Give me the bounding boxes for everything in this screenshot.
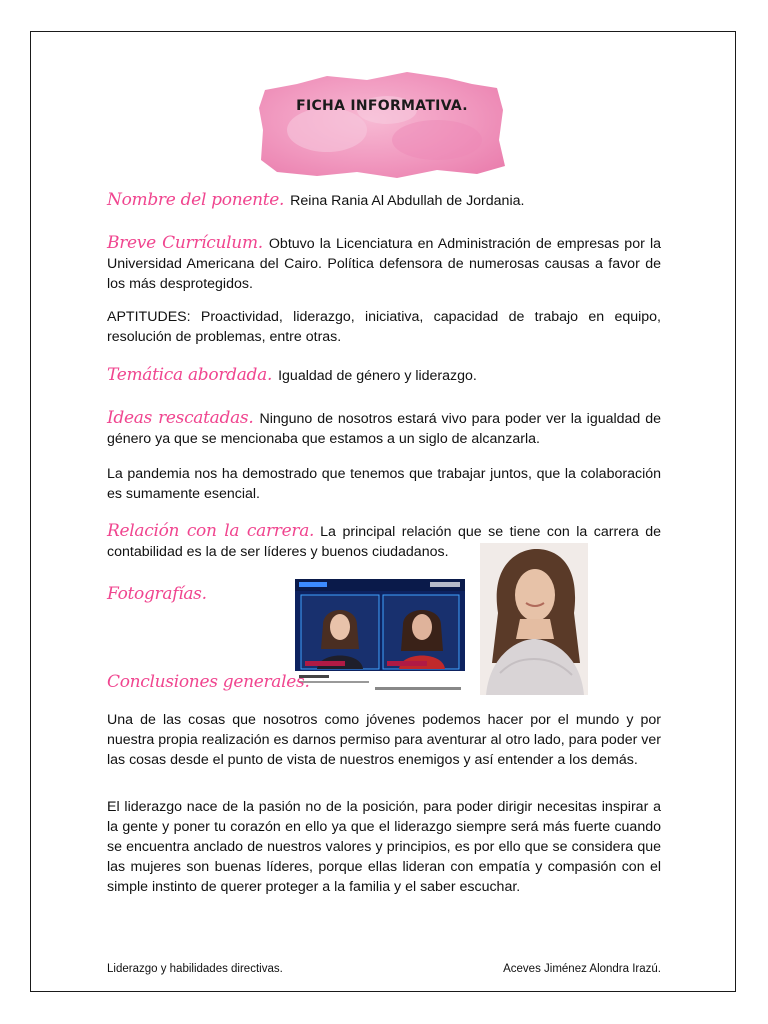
section-curriculum <box>107 233 661 294</box>
text-ideas-2: La pandemia nos ha demostrado que tenemos que trabajar juntos, que la colaboración es sumamente esencial. <box>107 466 661 502</box>
document-title: FICHA INFORMATIVA. <box>296 98 468 114</box>
portrait-photo <box>480 543 588 695</box>
label-ideas: Ideas rescatadas. <box>107 408 254 428</box>
label-conclusiones: Conclusiones generales. <box>107 672 310 692</box>
video-call-photo <box>295 579 465 695</box>
text-ideas: Ninguno de nosotros estará vivo para poder ver la igualdad de género ya que se mencionaba que estamos a un siglo de alcanzarla. <box>107 411 661 447</box>
title-banner <box>257 70 507 182</box>
text-curriculum: Obtuvo la Licenciatura en Administración de empresas por la Universidad Americana del Cairo. Política defensora de numerosas causas a favor de los más desprotegidos. <box>107 236 661 292</box>
text-conclusiones-1: Una de las cosas que nosotros como jóvenes podemos hacer por el mundo y por nuestra propia realización es darnos permiso para aventurar al otro lado, para poder ver las cosas desde el punto de vista de nuestros enemigos y así entender a los demás. <box>107 712 661 768</box>
text-conclusiones-2: El liderazgo nace de la pasión no de la posición, para poder dirigir necesitas inspirar a la gente y poner tu corazón en ello ya que el liderazgo siempre será más fuerte cuando se encuentra anclado de nuestros valores y principios, es por ello que se considera que las mujeres son buenas líderes, porque ellas lideran con empatía y compasión con el simple instinto de querer proteger a la familia y el saber escuchar. <box>107 799 661 895</box>
label-tematica: Temática abordada. <box>107 365 273 385</box>
text-tematica: Igualdad de género y liderazgo. <box>278 368 477 384</box>
text-nombre: Reina Rania Al Abdullah de Jordania. <box>290 193 525 209</box>
watercolor-banner-shape <box>257 70 507 182</box>
section-tematica <box>107 365 661 386</box>
label-curriculum: Breve Currículum. <box>107 233 263 253</box>
footer-author: Aceves Jiménez Alondra Irazú. <box>503 963 661 975</box>
label-relacion: Relación con la carrera. <box>107 521 315 541</box>
label-nombre: Nombre del ponente. <box>107 190 285 210</box>
section-nombre <box>107 190 661 211</box>
section-ideas <box>107 408 661 449</box>
footer-course: Liderazgo y habilidades directivas. <box>107 963 283 975</box>
text-aptitudes: APTITUDES: Proactividad, liderazgo, iniciativa, capacidad de trabajo en equipo, resolución de problemas, entre otras. <box>107 309 661 345</box>
text-relacion: La principal relación que se tiene con la carrera de contabilidad es la de ser líderes y buenos ciudadanos. <box>107 524 661 560</box>
label-fotografias: Fotografías. <box>107 584 207 604</box>
